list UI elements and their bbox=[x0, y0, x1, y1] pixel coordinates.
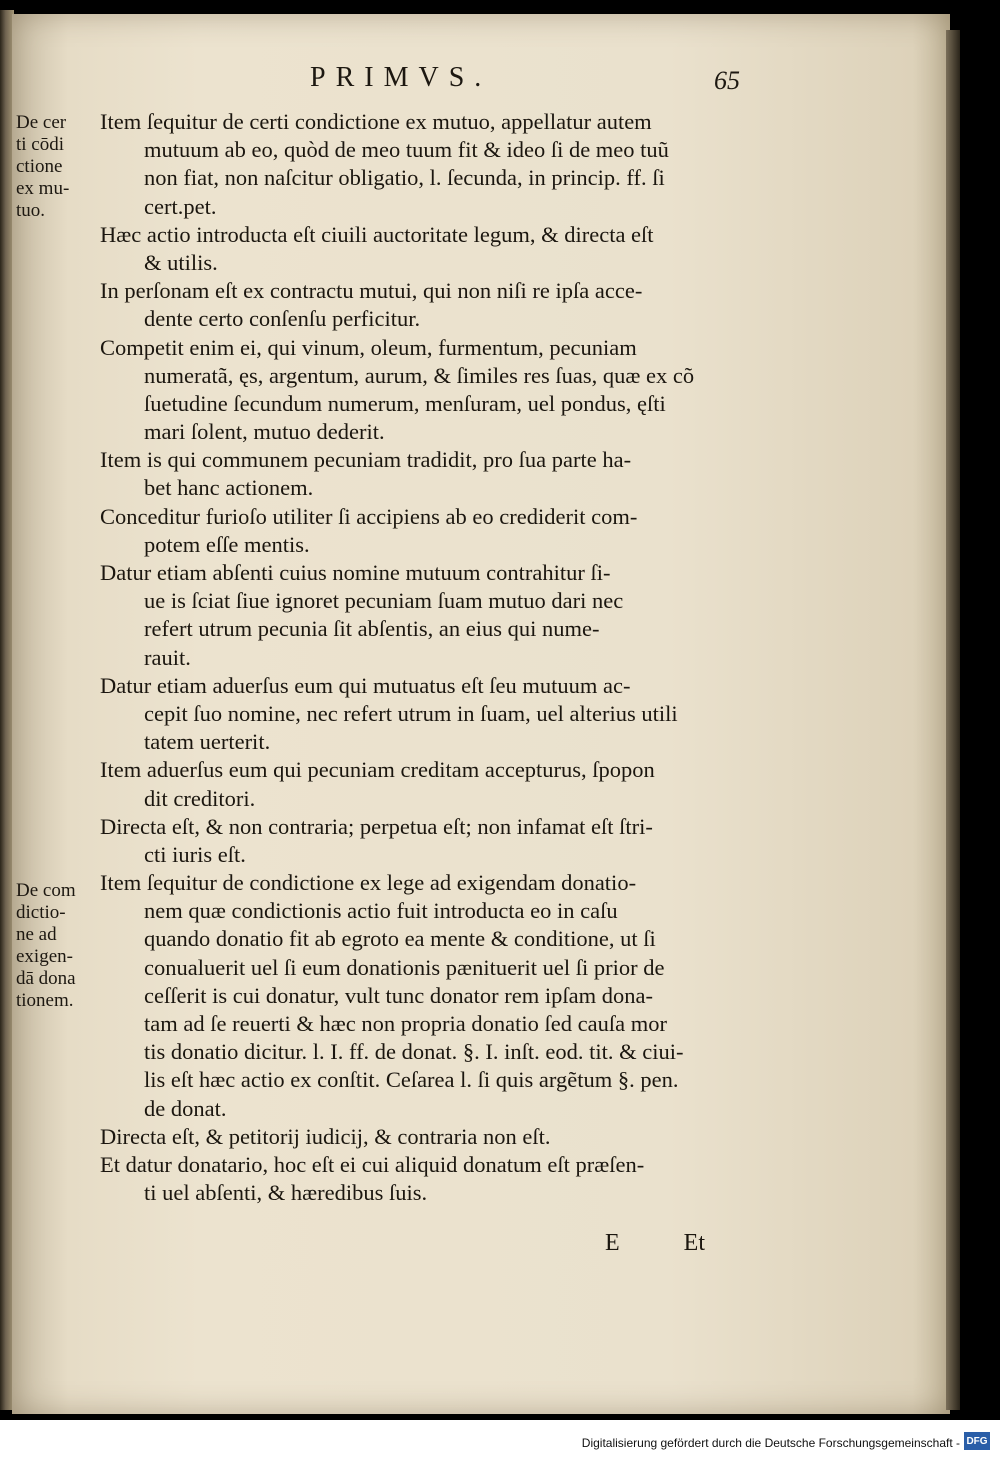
margin-note-line: exigen- bbox=[16, 946, 73, 967]
text-line: cert.pet. bbox=[144, 193, 217, 219]
paragraph bbox=[100, 446, 780, 502]
margin-note-line: ctione bbox=[16, 156, 63, 177]
text-line: cepit ſuo nomine, nec refert utrum in ſuam, uel alterius utili bbox=[144, 700, 678, 726]
text-line: dit creditori. bbox=[144, 785, 256, 811]
running-head: PRIMVS. bbox=[310, 62, 492, 93]
text-line: Item ſequitur de certi condictione ex mutuo, appellatur autem bbox=[100, 109, 652, 134]
text-line: & utilis. bbox=[144, 249, 218, 275]
text-line: Datur etiam aduerſus eum qui mutuatus eſt ſeu mutuum ac- bbox=[100, 672, 631, 698]
text-line: mutuum ab eo, quòd de meo tuum fit & ideo ſi de meo tuũ bbox=[144, 137, 669, 163]
margin-note-line: De cer bbox=[16, 112, 67, 133]
text-line: tatem uerterit. bbox=[144, 729, 271, 755]
text-line: conualuerit uel ſi eum donationis pænituerit uel ſi prior de bbox=[144, 954, 665, 980]
margin-note-line: tuo. bbox=[16, 200, 46, 221]
margin-note-line: dictio- bbox=[16, 902, 66, 923]
text-line: mari ſolent, mutuo dederit. bbox=[144, 419, 385, 445]
text-line: refert utrum pecunia ſit abſentis, an eius qui nume- bbox=[144, 616, 600, 642]
text-line: de donat. bbox=[144, 1095, 227, 1121]
paragraph bbox=[100, 221, 780, 277]
text-line: quando donatio fit ab egroto ea mente & conditione, ut ſi bbox=[144, 926, 656, 952]
paragraph bbox=[100, 559, 780, 672]
text-line: bet hanc actionem. bbox=[144, 475, 314, 501]
page-number: 65 bbox=[714, 66, 740, 95]
margin-note-line: ti cōdi bbox=[16, 134, 65, 155]
text-line: Et datur donatario, hoc eſt ei cui aliquid donatum eſt præſen- bbox=[100, 1151, 645, 1177]
paragraph bbox=[100, 503, 780, 559]
catchword-line bbox=[605, 1230, 735, 1257]
text-line: tam ad ſe reuerti & hæc non propria donatio ſed cauſa mor bbox=[144, 1011, 667, 1036]
text-line: Conceditur furioſo utiliter ſi accipiens ab eo crediderit com- bbox=[100, 503, 638, 529]
margin-note-line: dā dona bbox=[16, 968, 76, 989]
text-line: ſuetudine ſecundum numerum, menſuram, uel pondus, ęſti bbox=[144, 390, 666, 416]
text-line: rauit. bbox=[144, 644, 191, 670]
text-line: ti uel abſenti, & hæredibus ſuis. bbox=[144, 1180, 428, 1206]
margin-note-line: ex mu- bbox=[16, 178, 70, 199]
text-line: Directa eſt, & petitorij iudicij, & contraria non eſt. bbox=[100, 1123, 551, 1149]
text-line: ue is ſciat ſiue ignoret pecuniam ſuam mutuo dari nec bbox=[144, 588, 624, 614]
text-line: dente certo conſenſu perficitur. bbox=[144, 306, 421, 332]
text-line: Directa eſt, & non contraria; perpetua eſt; non infamat eſt ſtri- bbox=[100, 813, 653, 839]
text-line: Hæc actio introducta eſt ciuili auctoritate legum, & directa eſt bbox=[100, 221, 654, 247]
text-line: Item is qui communem pecuniam tradidit, pro ſua parte ha- bbox=[100, 447, 632, 473]
paragraph bbox=[100, 277, 780, 333]
catchword: Et bbox=[683, 1230, 705, 1256]
page-fore-edge bbox=[946, 30, 960, 1410]
text-line: potem eſſe mentis. bbox=[144, 531, 310, 557]
margin-note-line: ne ad bbox=[16, 924, 57, 945]
text-line: Item ſequitur de condictione ex lege ad exigendam donatio- bbox=[100, 870, 637, 896]
text-line: ceſſerit is cui donatur, vult tunc donator rem ipſam dona- bbox=[144, 982, 653, 1008]
paragraph bbox=[100, 334, 780, 447]
margin-note-line: De com bbox=[16, 880, 76, 901]
text-line: tis donatio dicitur. l. I. ff. de donat. §. I. inſt. eod. tit. & ciui- bbox=[144, 1039, 684, 1065]
text-line: numeratã, ęs, argentum, aurum, & ſimiles res ſuas, quæ ex cõ bbox=[144, 362, 695, 388]
signature-mark: E bbox=[605, 1230, 620, 1256]
margin-note-donatio bbox=[16, 880, 108, 1012]
text-line: Item aduerſus eum qui pecuniam creditam accepturus, ſpopon bbox=[100, 757, 655, 783]
paragraph bbox=[100, 869, 780, 1123]
digitization-footer bbox=[0, 1420, 1000, 1464]
text-line: cti iuris eſt. bbox=[144, 841, 246, 867]
text-line: In perſonam eſt ex contractu mutui, qui non niſi re ipſa acce- bbox=[100, 278, 643, 304]
text-line: nem quæ condictionis actio fuit introducta eo in caſu bbox=[144, 898, 618, 924]
page-header bbox=[300, 60, 760, 100]
paragraph bbox=[100, 756, 780, 812]
text-line: lis eſt hæc actio ex conſtit. Ceſarea l. ſi quis argẽtum §. pen. bbox=[144, 1067, 679, 1093]
margin-note-line: tionem. bbox=[16, 990, 74, 1011]
text-line: Competit enim ei, qui vinum, oleum, furmentum, pecuniam bbox=[100, 334, 637, 360]
body-text bbox=[100, 108, 780, 1207]
margin-note-mutuo bbox=[16, 112, 108, 222]
dfg-logo: DFG bbox=[964, 1432, 990, 1450]
paragraph bbox=[100, 108, 780, 221]
funding-notice: Digitalisierung gefördert durch die Deutsche Forschungsgemeinschaft - bbox=[581, 1436, 960, 1450]
paragraph bbox=[100, 813, 780, 869]
text-line: Datur etiam abſenti cuius nomine mutuum contrahitur ſi- bbox=[100, 560, 611, 585]
text-line: non fiat, non naſcitur obligatio, l. ſecunda, in princip. ff. ſi bbox=[144, 165, 665, 191]
paragraph bbox=[100, 672, 780, 757]
paragraph bbox=[100, 1123, 780, 1151]
paragraph bbox=[100, 1151, 780, 1207]
